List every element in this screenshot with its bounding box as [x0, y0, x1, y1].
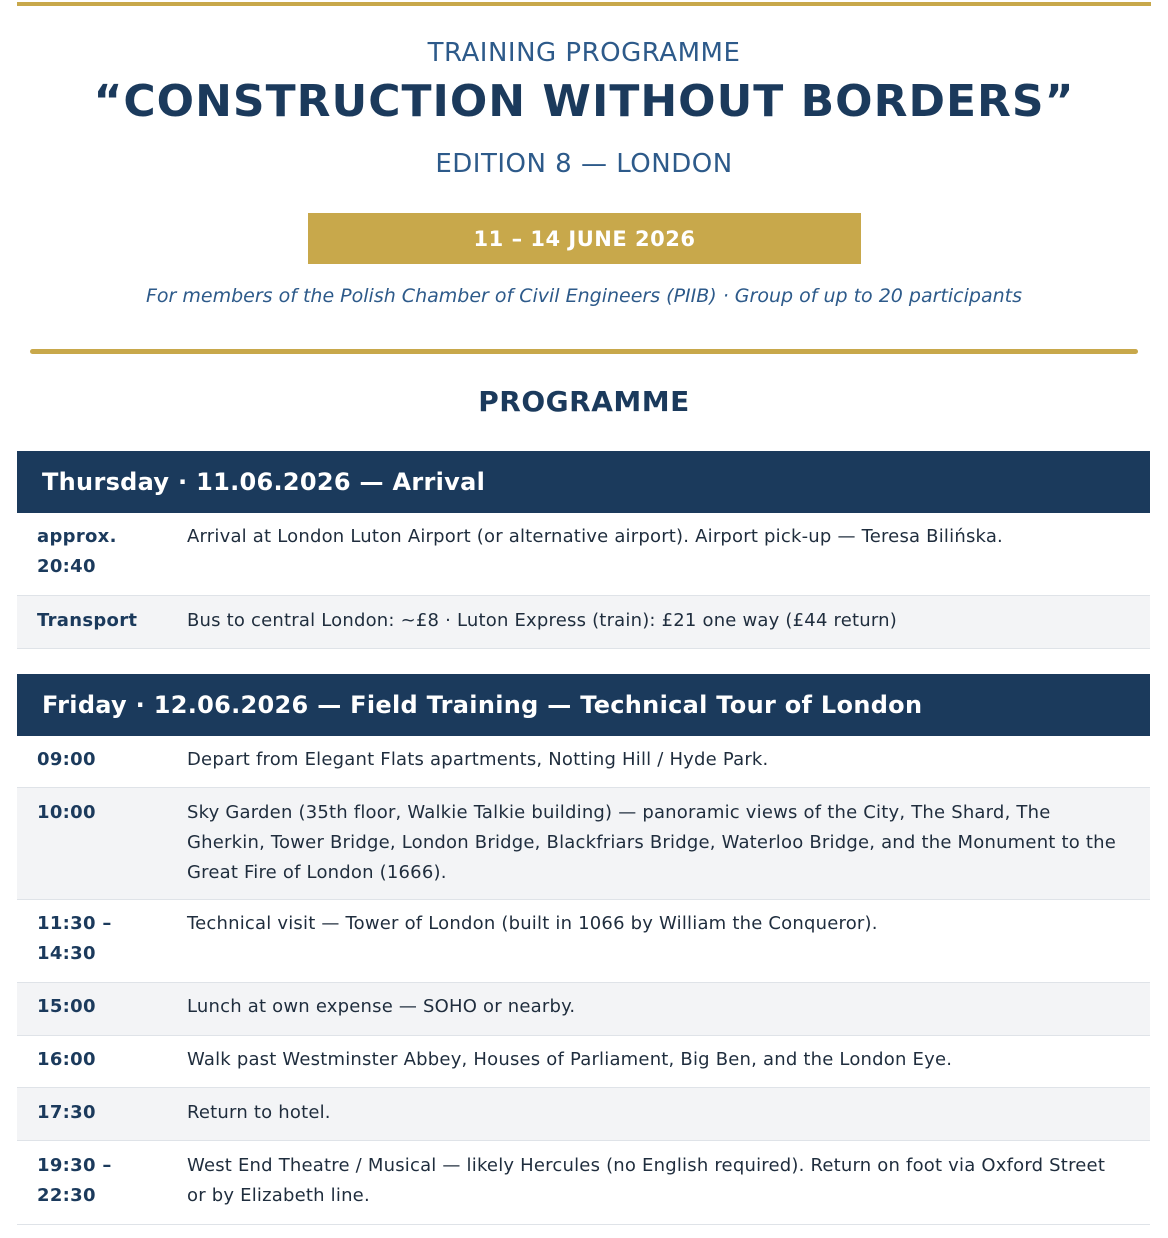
schedule-row — [17, 1141, 1150, 1225]
day-friday — [17, 674, 1150, 1225]
date-badge: 11 – 14 JUNE 2026 — [308, 213, 861, 264]
day-heading: Thursday · 11.06.2026 — Arrival — [17, 451, 1150, 513]
schedule-row — [17, 596, 1150, 649]
schedule-row — [17, 900, 1150, 983]
row-time — [17, 909, 187, 982]
row-time-text: 19:30 – 22:30 — [37, 1155, 112, 1206]
row-text: Walk past Westminster Abbey, Houses of Parliament, Big Ben, and the London Eye. — [187, 1049, 953, 1070]
row-text: Return to hotel. — [187, 1102, 331, 1123]
row-time: 10:00 — [37, 802, 96, 823]
schedule-row — [17, 983, 1150, 1036]
row-time: Transport — [37, 610, 138, 631]
schedule-row — [17, 513, 1150, 596]
section-title: PROGRAMME — [478, 385, 690, 418]
schedule-row — [17, 1088, 1150, 1141]
row-text: Technical visit — Tower of London (built in 1066 by William the Conqueror). — [187, 913, 878, 934]
divider — [30, 349, 1138, 354]
row-text: Bus to central London: ~£8 · Luton Express (train): £21 one way (£44 return) — [187, 610, 897, 631]
row-time: 16:00 — [37, 1049, 96, 1070]
edition-subtitle: EDITION 8 — LONDON — [435, 149, 733, 179]
programme-title: “CONSTRUCTION WITHOUT BORDERS” — [93, 76, 1075, 127]
row-time: 15:00 — [37, 996, 96, 1017]
row-time: 17:30 — [37, 1102, 96, 1123]
day-heading: Friday · 12.06.2026 — Field Training — Technical Tour of London — [17, 674, 1150, 736]
row-time: 09:00 — [37, 749, 96, 770]
audience-note: For members of the Polish Chamber of Civil Engineers (PIIB) · Group of up to 20 participants — [146, 285, 1022, 307]
row-time-text: approx. 20:40 — [37, 526, 117, 577]
programme-kicker: TRAINING PROGRAMME — [427, 38, 741, 68]
day-thursday — [17, 451, 1150, 649]
row-text: Arrival at London Luton Airport (or alternative airport). Airport pick-up — Teresa Bilińska. — [187, 526, 1003, 547]
schedule-row — [17, 788, 1150, 900]
schedule-row — [17, 736, 1150, 788]
row-time — [17, 1151, 187, 1224]
row-time — [17, 522, 187, 595]
row-text: West End Theatre / Musical — likely Hercules (no English required). Return on foot via Oxford Street or by Elizabeth line. — [187, 1155, 1106, 1206]
row-text: Sky Garden (35th floor, Walkie Talkie building) — panoramic views of the City, The Shard, The Gherkin, Tower Bridge, London Bridge, Blackfriars Bridge, Waterloo Bridge, and the Monument to the Great Fire of London (1666). — [187, 802, 1117, 883]
schedule-row — [17, 1036, 1150, 1088]
top-rule — [17, 2, 1151, 6]
row-text: Lunch at own expense — SOHO or nearby. — [187, 996, 576, 1017]
row-text: Depart from Elegant Flats apartments, Notting Hill / Hyde Park. — [187, 749, 769, 770]
row-time-text: 11:30 – 14:30 — [37, 913, 112, 964]
